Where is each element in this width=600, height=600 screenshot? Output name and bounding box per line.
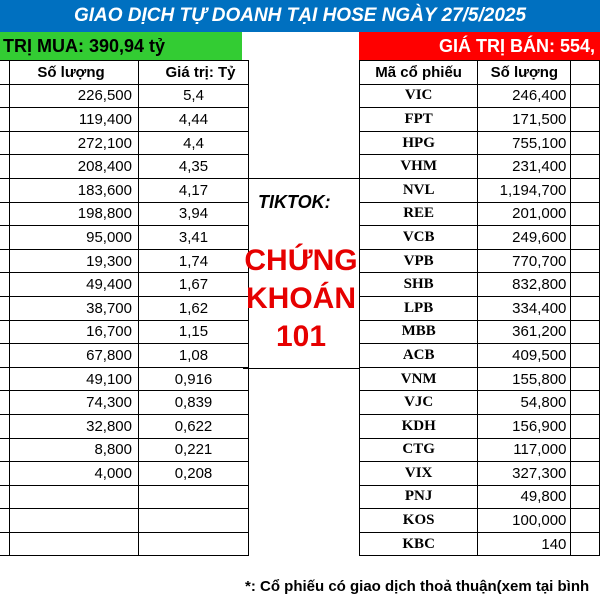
sell-code-cell: KDH xyxy=(360,414,478,438)
buy-qty-cell: 49,100 xyxy=(10,367,139,391)
buy-qty-cell: 4,000 xyxy=(10,462,139,486)
sell-qty-cell: 409,500 xyxy=(478,344,571,368)
sell-table-row xyxy=(360,509,600,533)
buy-total-label: TRỊ MUA: 390,94 tỷ xyxy=(3,36,166,56)
buy-value-column-header: Giá trị: Tỷ xyxy=(139,61,249,85)
sell-table-row xyxy=(360,344,600,368)
sell-table-row xyxy=(360,108,600,132)
sell-table-row xyxy=(360,249,600,273)
buy-qty-cell xyxy=(10,485,139,509)
sell-code-cell: VIX xyxy=(360,462,478,486)
buy-table-header-row xyxy=(0,61,249,85)
sell-value-cell xyxy=(571,249,600,273)
sell-table-row xyxy=(360,226,600,250)
buy-code-cell xyxy=(0,296,10,320)
buy-qty-cell: 74,300 xyxy=(10,391,139,415)
buy-table-row xyxy=(0,485,249,509)
buy-table-row xyxy=(0,509,249,533)
sell-value-cell xyxy=(571,131,600,155)
sell-qty-column-header: Số lượng xyxy=(478,61,571,85)
buy-value-cell: 4,35 xyxy=(139,155,249,179)
buy-value-cell: 5,4 xyxy=(139,84,249,108)
sell-qty-cell: 201,000 xyxy=(478,202,571,226)
buy-value-cell: 1,15 xyxy=(139,320,249,344)
buy-qty-cell: 67,800 xyxy=(10,344,139,368)
buy-value-cell: 0,622 xyxy=(139,414,249,438)
sell-value-cell xyxy=(571,155,600,179)
buy-value-cell: 1,67 xyxy=(139,273,249,297)
buy-qty-cell: 208,400 xyxy=(10,155,139,179)
sell-value-cell xyxy=(571,438,600,462)
sell-code-cell: ACB xyxy=(360,344,478,368)
sell-code-cell: FPT xyxy=(360,108,478,132)
sell-code-cell: LPB xyxy=(360,296,478,320)
sell-value-cell xyxy=(571,414,600,438)
sell-qty-cell: 327,300 xyxy=(478,462,571,486)
sell-value-cell xyxy=(571,344,600,368)
buy-qty-cell: 19,300 xyxy=(10,249,139,273)
sell-code-cell: HPG xyxy=(360,131,478,155)
sell-code-cell: VNM xyxy=(360,367,478,391)
page-title: GIAO DỊCH TỰ DOANH TẠI HOSE NGÀY 27/5/2025 xyxy=(73,5,527,26)
sell-value-cell xyxy=(571,485,600,509)
buy-table-row xyxy=(0,226,249,250)
sell-table-row xyxy=(360,391,600,415)
sell-table-row xyxy=(360,438,600,462)
buy-table-row xyxy=(0,131,249,155)
sell-qty-cell: 832,800 xyxy=(478,273,571,297)
sell-value-cell xyxy=(571,320,600,344)
buy-code-cell xyxy=(0,438,10,462)
buy-code-cell xyxy=(0,178,10,202)
sell-table-row xyxy=(360,296,600,320)
sell-qty-cell: 246,400 xyxy=(478,84,571,108)
sell-table-row xyxy=(360,131,600,155)
sell-code-cell: REE xyxy=(360,202,478,226)
buy-qty-cell: 226,500 xyxy=(10,84,139,108)
promo-line-2: KHOÁN xyxy=(246,282,356,315)
sell-code-cell: PNJ xyxy=(360,485,478,509)
buy-table-row xyxy=(0,296,249,320)
sell-table-row xyxy=(360,273,600,297)
sell-value-cell xyxy=(571,202,600,226)
sell-code-cell: SHB xyxy=(360,273,478,297)
sell-code-cell: CTG xyxy=(360,438,478,462)
sell-value-cell xyxy=(571,532,600,556)
sell-value-cell xyxy=(571,296,600,320)
sell-qty-cell: 334,400 xyxy=(478,296,571,320)
buy-table-row xyxy=(0,249,249,273)
sell-table-row xyxy=(360,202,600,226)
sell-qty-cell: 117,000 xyxy=(478,438,571,462)
buy-qty-cell: 38,700 xyxy=(10,296,139,320)
sell-code-cell: VPB xyxy=(360,249,478,273)
buy-value-cell: 0,916 xyxy=(139,367,249,391)
sell-value-cell xyxy=(571,367,600,391)
sell-code-cell: KOS xyxy=(360,509,478,533)
sell-table-row xyxy=(360,462,600,486)
sell-qty-cell: 49,800 xyxy=(478,485,571,509)
sell-code-cell: MBB xyxy=(360,320,478,344)
sell-value-cell xyxy=(571,509,600,533)
buy-table-row xyxy=(0,320,249,344)
sell-table-row xyxy=(360,532,600,556)
promo-bottom-divider xyxy=(243,368,359,369)
sell-code-cell: KBC xyxy=(360,532,478,556)
sell-code-cell: VIC xyxy=(360,84,478,108)
buy-value-cell: 1,74 xyxy=(139,249,249,273)
buy-table-row xyxy=(0,532,249,556)
buy-table-row xyxy=(0,155,249,179)
sell-qty-cell: 171,500 xyxy=(478,108,571,132)
sell-value-cell xyxy=(571,108,600,132)
promo-line-3: 101 xyxy=(275,320,327,353)
sell-qty-cell: 1,194,700 xyxy=(478,178,571,202)
buy-code-cell xyxy=(0,391,10,415)
buy-table-row xyxy=(0,273,249,297)
sell-qty-cell: 755,100 xyxy=(478,131,571,155)
buy-qty-cell: 183,600 xyxy=(10,178,139,202)
buy-table-row xyxy=(0,438,249,462)
buy-value-cell: 0,839 xyxy=(139,391,249,415)
buy-table-row xyxy=(0,367,249,391)
sell-qty-cell: 156,900 xyxy=(478,414,571,438)
sell-value-cell xyxy=(571,391,600,415)
buy-value-cell: 3,41 xyxy=(139,226,249,250)
sell-qty-cell: 770,700 xyxy=(478,249,571,273)
buy-qty-cell: 49,400 xyxy=(10,273,139,297)
sell-table-row xyxy=(360,155,600,179)
buy-table-row xyxy=(0,344,249,368)
sell-qty-cell: 54,800 xyxy=(478,391,571,415)
buy-qty-cell xyxy=(10,532,139,556)
sell-value-cell xyxy=(571,462,600,486)
buy-code-cell xyxy=(0,131,10,155)
sell-code-cell: NVL xyxy=(360,178,478,202)
sell-table xyxy=(359,60,600,556)
sell-code-column-header: Mã cổ phiếu xyxy=(360,61,478,85)
sell-qty-cell: 155,800 xyxy=(478,367,571,391)
buy-qty-cell: 32,800 xyxy=(10,414,139,438)
buy-qty-cell: 119,400 xyxy=(10,108,139,132)
buy-qty-cell: 198,800 xyxy=(10,202,139,226)
buy-value-cell: 4,44 xyxy=(139,108,249,132)
buy-qty-cell xyxy=(10,509,139,533)
buy-code-cell xyxy=(0,155,10,179)
buy-qty-cell: 16,700 xyxy=(10,320,139,344)
tiktok-label: TIKTOK: xyxy=(258,192,331,212)
sell-total-label: GIÁ TRỊ BÁN: 554, xyxy=(439,36,596,56)
sell-table-row xyxy=(360,485,600,509)
sell-qty-cell: 140 xyxy=(478,532,571,556)
buy-value-cell: 0,221 xyxy=(139,438,249,462)
buy-qty-cell: 272,100 xyxy=(10,131,139,155)
buy-table-row xyxy=(0,178,249,202)
sell-qty-cell: 100,000 xyxy=(478,509,571,533)
buy-value-cell xyxy=(139,509,249,533)
sell-value-cell xyxy=(571,178,600,202)
promo-top-divider xyxy=(243,178,359,179)
sell-value-cell xyxy=(571,226,600,250)
sell-value-column-header xyxy=(571,61,600,85)
buy-total-header xyxy=(0,32,242,61)
buy-value-cell: 4,4 xyxy=(139,131,249,155)
buy-value-cell xyxy=(139,532,249,556)
sell-table-row xyxy=(360,414,600,438)
buy-table-row xyxy=(0,84,249,108)
buy-code-cell xyxy=(0,226,10,250)
sell-qty-cell: 231,400 xyxy=(478,155,571,179)
buy-value-cell xyxy=(139,485,249,509)
buy-table-row xyxy=(0,108,249,132)
buy-code-cell xyxy=(0,202,10,226)
buy-value-cell: 0,208 xyxy=(139,462,249,486)
buy-code-cell xyxy=(0,84,10,108)
buy-code-cell xyxy=(0,509,10,533)
promo-line-1: CHỨNG xyxy=(244,244,358,277)
buy-code-cell xyxy=(0,249,10,273)
buy-qty-cell: 8,800 xyxy=(10,438,139,462)
buy-code-cell xyxy=(0,462,10,486)
buy-value-cell: 4,17 xyxy=(139,178,249,202)
sell-value-cell xyxy=(571,84,600,108)
sell-total-header xyxy=(359,32,600,61)
buy-code-cell xyxy=(0,485,10,509)
buy-table-row xyxy=(0,462,249,486)
buy-code-cell xyxy=(0,367,10,391)
sell-code-cell: VHM xyxy=(360,155,478,179)
sell-code-cell: VJC xyxy=(360,391,478,415)
sell-table-row xyxy=(360,178,600,202)
buy-code-column-cell xyxy=(0,61,10,85)
buy-code-cell xyxy=(0,414,10,438)
buy-qty-column-header: Số lượng xyxy=(10,61,139,85)
sell-table-row xyxy=(360,320,600,344)
buy-code-cell xyxy=(0,320,10,344)
sell-table-row xyxy=(360,84,600,108)
buy-table-row xyxy=(0,202,249,226)
buy-table xyxy=(0,60,249,556)
sell-code-cell: VCB xyxy=(360,226,478,250)
buy-table-row xyxy=(0,414,249,438)
sell-value-cell xyxy=(571,273,600,297)
sell-qty-cell: 361,200 xyxy=(478,320,571,344)
buy-qty-cell: 95,000 xyxy=(10,226,139,250)
buy-value-cell: 1,62 xyxy=(139,296,249,320)
buy-code-cell xyxy=(0,108,10,132)
sell-table-row xyxy=(360,367,600,391)
buy-value-cell: 1,08 xyxy=(139,344,249,368)
footnote: *: Cổ phiếu có giao dịch thoả thuận(xem tại bình xyxy=(245,578,590,595)
sell-table-header-row xyxy=(360,61,600,85)
buy-code-cell xyxy=(0,344,10,368)
promo-text xyxy=(243,242,359,356)
buy-code-cell xyxy=(0,273,10,297)
buy-value-cell: 3,94 xyxy=(139,202,249,226)
buy-table-row xyxy=(0,391,249,415)
buy-code-cell xyxy=(0,532,10,556)
sell-qty-cell: 249,600 xyxy=(478,226,571,250)
